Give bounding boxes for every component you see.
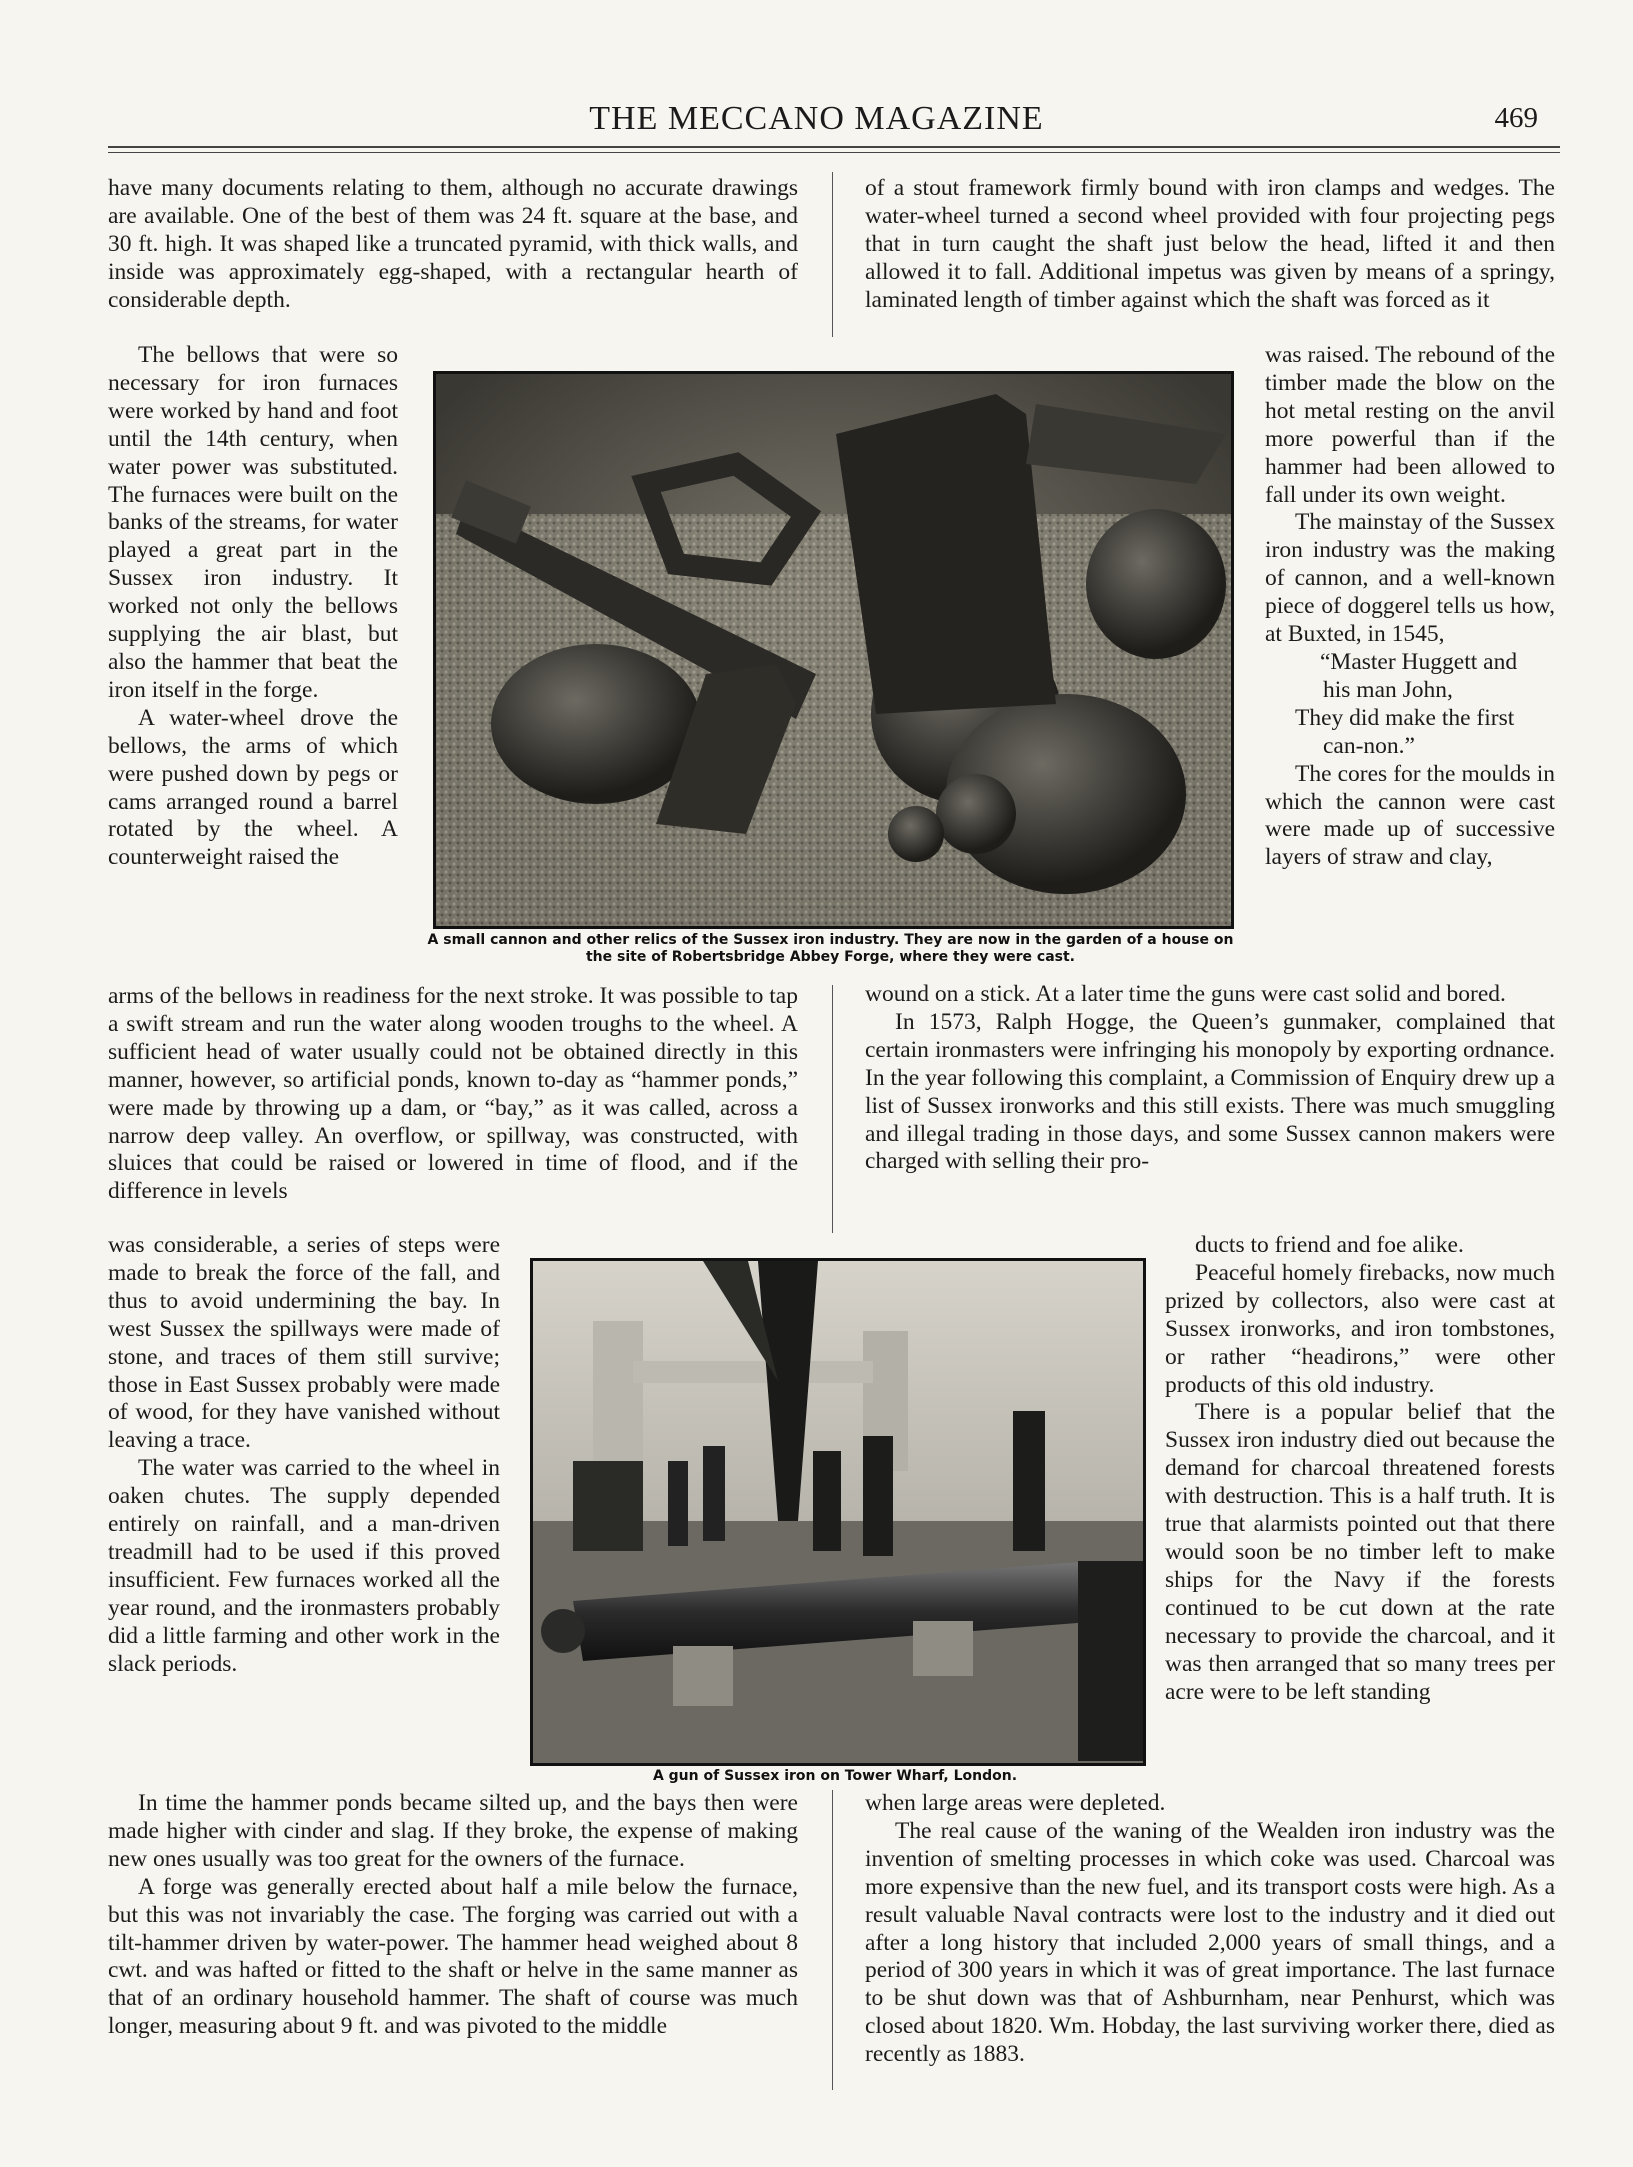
- verse-line: They did make the first: [1295, 704, 1515, 731]
- paragraph: arms of the bellows in readiness for the next stroke. It was possible to tap a swift stream and run the water along wooden troughs to the wheel. A sufficient head of water usually could not be obtained directly in this manner, however, so artificial ponds, known to-day as “hammer ponds,” were made by throwing up a dam, or “bay,” as it was called, across a narrow deep valley. An overflow, or spillway, was constructed, with sluices that could be raised or lowered in time of flood, and if the difference in levels: [108, 983, 798, 1205]
- paragraph: In 1573, Ralph Hogge, the Queen’s gunmaker, complained that certain ironmasters were infringing his monopoly by exporting ordnance. In the year following this complaint, a Commission of Enquiry drew up a list of Sussex ironworks and this still exists. There was much smuggling and illegal trading in those days, and some Sussex cannon makers were charged with selling their pro-: [865, 1008, 1555, 1175]
- tower-wharf-image: [533, 1261, 1143, 1763]
- paragraph: The cores for the moulds in which the cannon were cast were made up of successive layers of straw and clay,: [1265, 760, 1555, 871]
- paragraph: Peaceful homely firebacks, now much prized by collectors, also were cast at Sussex ironworks, and iron tombstones, or rather “headirons,” were other products of this old industry.: [1165, 1259, 1555, 1398]
- verse-line: “Master Huggett and: [1320, 648, 1518, 675]
- paragraph: A water-wheel drove the bellows, the arms of which were pushed down by pegs or cams arranged round a barrel rotated by the wheel. A counterweight raised the: [108, 704, 398, 871]
- magazine-title: THE MECCANO MAGAZINE: [589, 100, 1044, 137]
- paragraph: There is a popular belief that the Sussex iron industry died out because the demand for charcoal threatened forests with destruction. This is a half truth. It is true that alarmists pointed out that there would soon be no timber left to make ships for the Navy if the forests continued to be cut down at the rate necessary to provide the charcoal, and it was then arranged that so many trees per acre were to be left standing: [1165, 1399, 1555, 1705]
- paragraph: The bellows that were so necessary for iron furnaces were worked by hand and foot until the 14th century, when water power was substituted. The furnaces were built on the banks of the streams, for water played a great part in the Sussex iron industry. It worked not only the bellows supplying the air blast, but also the hammer that beat the iron itself in the forge.: [108, 342, 398, 703]
- page-number: 469: [1494, 102, 1538, 134]
- paragraph: when large areas were depleted.: [865, 1790, 1166, 1816]
- relics-caption: A small cannon and other relics of the Sussex iron industry. They are now in the garden of a house on the site of Robertsbridge Abbey Forge, where they were cast.: [427, 932, 1234, 965]
- column-divider: [832, 172, 833, 337]
- paragraph: was raised. The rebound of the timber made the blow on the hot metal resting on the anvil more powerful than if the hammer had been allowed to fall under its own weight.: [1265, 342, 1555, 508]
- paragraph: of a stout framework firmly bound with iron clamps and wedges. The water-wheel turned a second wheel provided with four projecting pegs that in turn caught the shaft just below the head, lifted it and then allowed it to fall. Additional impetus was given by means of a springy, laminated length of timber against which the shaft was forced as it: [865, 175, 1555, 313]
- paragraph: In time the hammer ponds became silted up, and the bays then were made higher with cinder and slag. If they broke, the expense of making new ones usually was too great for the owners of the furnace.: [108, 1790, 798, 1872]
- verse-line: can-non.”: [1323, 732, 1415, 759]
- paragraph: The mainstay of the Sussex iron industry was the making of cannon, and a well-known piece of doggerel tells us how, at Buxted, in 1545,: [1265, 509, 1555, 648]
- left-column-mid: [108, 983, 798, 1206]
- right-column-top: [865, 175, 1555, 315]
- tower-wharf-photo: [530, 1258, 1146, 1766]
- header-rule: [108, 146, 1560, 148]
- paragraph: The real cause of the waning of the Wealden iron industry was the invention of smelting processes in which coke was used. Charcoal was more expensive than the new fuel, and its transport costs were high. As a result valuable Naval contracts were lost to the industry and it died out after a long history that included 2,000 years of small things, and a period of 300 years in which it was of great importance. The last furnace to be shut down was that of Ashburnham, near Penhurst, which was closed about 1820. Wm. Hobday, the last surviving worker there, died as recently as 1883.: [865, 1817, 1555, 2068]
- tower-wharf-caption: A gun of Sussex iron on Tower Wharf, London.: [652, 1768, 1018, 1784]
- column-divider: [832, 985, 833, 1233]
- right-column-bottom: [865, 1790, 1555, 2069]
- page-header: [0, 100, 1633, 144]
- header-rule-thin: [108, 152, 1560, 153]
- relics-photo: [433, 371, 1234, 929]
- verse-line: his man John,: [1323, 676, 1453, 703]
- paragraph: wound on a stick. At a later time the guns were cast solid and bored.: [865, 981, 1506, 1007]
- column-divider: [832, 1790, 833, 2090]
- right-column-narrow-2: [1165, 1232, 1555, 1706]
- left-column-narrow-1: [108, 342, 398, 872]
- paragraph: ducts to friend and foe alike.: [1195, 1232, 1464, 1258]
- paragraph: The water was carried to the wheel in oaken chutes. The supply depended entirely on rainfall, and a man-driven treadmill had to be used if this proved insufficient. Few furnaces worked all the year round, and the ironmasters probably did a little farming and other work in the slack periods.: [108, 1455, 500, 1677]
- left-column-top: [108, 175, 798, 315]
- left-column-narrow-2: [108, 1232, 500, 1679]
- right-column-narrow-1: [1265, 342, 1555, 872]
- paragraph: have many documents relating to them, although no accurate drawings are available. One of the best of them was 24 ft. square at the base, and 30 ft. high. It was shaped like a truncated pyramid, with thick walls, and inside was approximately egg-shaped, with a rectangular hearth of considerable depth.: [108, 175, 798, 313]
- left-column-bottom: [108, 1790, 798, 2041]
- relics-image: [436, 374, 1231, 926]
- paragraph: was considerable, a series of steps were made to break the force of the fall, and thus to avoid undermining the bay. In west Sussex the spillways were made of stone, and traces of them still survive; those in East Sussex probably were made of wood, for they have vanished without leaving a trace.: [108, 1232, 500, 1454]
- right-column-mid: [865, 981, 1555, 1176]
- paragraph: A forge was generally erected about half a mile below the furnace, but this was not invariably the case. The forging was carried out with a tilt-hammer driven by water-power. The hammer head weighed about 8 cwt. and was hafted or fitted to the shaft or helve in the same manner as that of an ordinary household hammer. The shaft of course was much longer, measuring about 9 ft. and was pivoted to the middle: [108, 1873, 798, 2040]
